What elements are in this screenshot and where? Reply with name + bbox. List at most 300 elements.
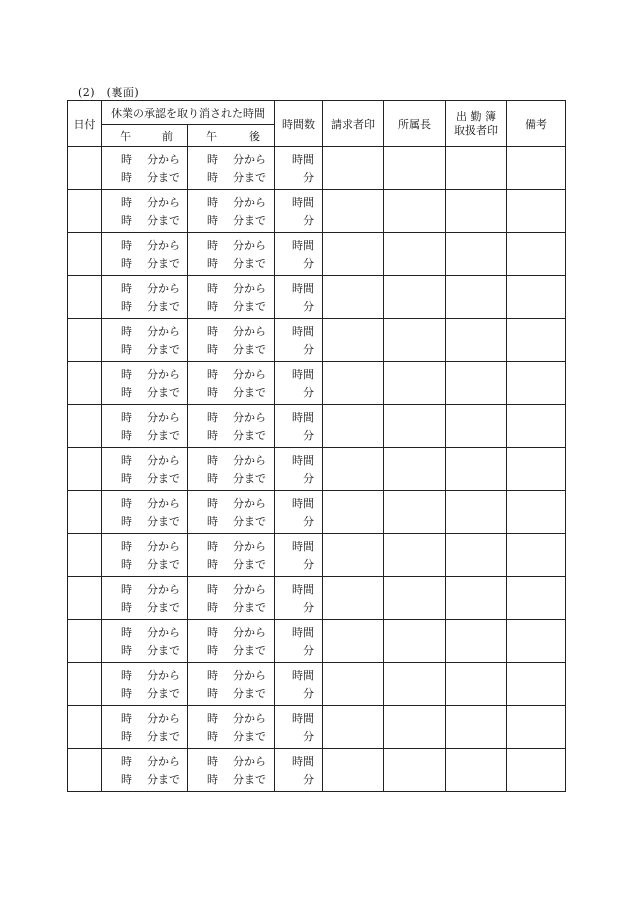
hour-label: 時	[121, 386, 132, 399]
from-label: 分から	[233, 626, 266, 639]
hours-unit: 時間	[292, 239, 314, 252]
hours-count-cell[interactable]	[275, 319, 323, 362]
until-label: 分まで	[233, 644, 266, 657]
hour-label: 時	[207, 644, 218, 657]
am-time-cell[interactable]	[102, 190, 188, 233]
am-time-cell[interactable]	[102, 663, 188, 706]
from-label: 分から	[233, 282, 266, 295]
requester-seal-cell[interactable]	[323, 448, 384, 491]
from-label: 分から	[233, 368, 266, 381]
hour-label: 時	[121, 282, 132, 295]
hours-count-cell[interactable]	[275, 663, 323, 706]
hours-count-cell[interactable]	[275, 706, 323, 749]
am-header-left: 午	[120, 129, 131, 143]
until-label: 分まで	[233, 343, 266, 356]
requester-seal-cell[interactable]	[323, 534, 384, 577]
hours-count-cell[interactable]	[275, 448, 323, 491]
requester-seal-cell[interactable]	[323, 147, 384, 190]
dept-head-cell[interactable]	[384, 749, 446, 792]
pm-time-cell[interactable]	[188, 276, 275, 319]
attendance-handler-cell[interactable]	[446, 620, 507, 663]
hour-label: 時	[121, 300, 132, 313]
attendance-handler-cell[interactable]	[446, 190, 507, 233]
minutes-unit: 分	[303, 257, 314, 270]
until-label: 分まで	[233, 214, 266, 227]
from-label: 分から	[233, 497, 266, 510]
hour-label: 時	[207, 669, 218, 682]
from-label: 分から	[233, 239, 266, 252]
remarks-cell[interactable]	[507, 491, 566, 534]
date-cell[interactable]	[68, 620, 102, 663]
dept-head-cell[interactable]	[384, 491, 446, 534]
remarks-cell[interactable]	[507, 620, 566, 663]
requester-seal-cell[interactable]	[323, 663, 384, 706]
pm-header-left: 午	[206, 129, 217, 143]
hours-count-cell[interactable]	[275, 233, 323, 276]
date-cell[interactable]	[68, 362, 102, 405]
table-row	[68, 405, 566, 448]
until-label: 分まで	[147, 472, 180, 485]
am-time-cell[interactable]	[102, 749, 188, 792]
am-time-cell[interactable]	[102, 706, 188, 749]
remarks-cell[interactable]	[507, 147, 566, 190]
from-label: 分から	[147, 282, 180, 295]
hour-label: 時	[121, 472, 132, 485]
hour-label: 時	[207, 325, 218, 338]
attendance-handler-cell[interactable]	[446, 233, 507, 276]
pm-time-cell[interactable]	[188, 362, 275, 405]
until-label: 分まで	[147, 343, 180, 356]
hour-label: 時	[121, 601, 132, 614]
from-label: 分から	[147, 626, 180, 639]
requester-seal-cell[interactable]	[323, 405, 384, 448]
table-row	[68, 534, 566, 577]
hour-label: 時	[121, 368, 132, 381]
hour-label: 時	[207, 558, 218, 571]
hours-unit: 時間	[292, 626, 314, 639]
attendance-handler-cell[interactable]	[446, 362, 507, 405]
table-row	[68, 491, 566, 534]
am-time-cell[interactable]	[102, 362, 188, 405]
until-label: 分まで	[147, 300, 180, 313]
hour-label: 時	[121, 171, 132, 184]
hours-unit: 時間	[292, 712, 314, 725]
table-row	[68, 276, 566, 319]
hour-label: 時	[121, 257, 132, 270]
hour-label: 時	[121, 454, 132, 467]
hour-label: 時	[121, 687, 132, 700]
hour-label: 時	[121, 196, 132, 209]
dept-head-cell[interactable]	[384, 362, 446, 405]
attendance-handler-cell[interactable]	[446, 706, 507, 749]
dept-head-cell[interactable]	[384, 147, 446, 190]
hour-label: 時	[207, 583, 218, 596]
from-label: 分から	[147, 583, 180, 596]
until-label: 分まで	[147, 687, 180, 700]
until-label: 分まで	[233, 386, 266, 399]
attendance-handler-cell[interactable]	[446, 405, 507, 448]
remarks-cell[interactable]	[507, 534, 566, 577]
am-time-cell[interactable]	[102, 491, 188, 534]
from-label: 分から	[233, 153, 266, 166]
hour-label: 時	[207, 239, 218, 252]
hours-unit: 時間	[292, 196, 314, 209]
hours-count-cell[interactable]	[275, 577, 323, 620]
date-cell[interactable]	[68, 319, 102, 362]
until-label: 分まで	[147, 386, 180, 399]
am-time-cell[interactable]	[102, 405, 188, 448]
until-label: 分まで	[147, 214, 180, 227]
until-label: 分まで	[233, 300, 266, 313]
until-label: 分まで	[233, 257, 266, 270]
hour-label: 時	[207, 712, 218, 725]
minutes-unit: 分	[303, 171, 314, 184]
remarks-cell[interactable]	[507, 319, 566, 362]
hour-label: 時	[207, 300, 218, 313]
am-time-cell[interactable]	[102, 448, 188, 491]
hour-label: 時	[121, 669, 132, 682]
requester-seal-cell[interactable]	[323, 706, 384, 749]
from-label: 分から	[233, 712, 266, 725]
minutes-unit: 分	[303, 386, 314, 399]
minutes-unit: 分	[303, 601, 314, 614]
hours-unit: 時間	[292, 540, 314, 553]
minutes-unit: 分	[303, 343, 314, 356]
hours-unit: 時間	[292, 368, 314, 381]
hour-label: 時	[121, 411, 132, 424]
hours-unit: 時間	[292, 282, 314, 295]
table-row	[68, 620, 566, 663]
from-label: 分から	[147, 325, 180, 338]
hour-label: 時	[207, 454, 218, 467]
hour-label: 時	[121, 325, 132, 338]
hours-count-cell[interactable]	[275, 534, 323, 577]
minutes-unit: 分	[303, 558, 314, 571]
requester-seal-cell[interactable]	[323, 577, 384, 620]
date-cell[interactable]	[68, 190, 102, 233]
remarks-cell[interactable]	[507, 276, 566, 319]
requester-seal-cell[interactable]	[323, 620, 384, 663]
form-section-heading: (2) (裏面)	[78, 86, 140, 99]
dept-head-cell[interactable]	[384, 620, 446, 663]
hours-count-cell[interactable]	[275, 362, 323, 405]
dept-head-cell[interactable]	[384, 534, 446, 577]
date-cell[interactable]	[68, 706, 102, 749]
pm-time-cell[interactable]	[188, 620, 275, 663]
hour-label: 時	[207, 368, 218, 381]
until-label: 分まで	[233, 601, 266, 614]
hours-count-cell[interactable]	[275, 491, 323, 534]
hour-label: 時	[121, 153, 132, 166]
attendance-header-line2: 取扱者印	[454, 123, 498, 137]
hour-label: 時	[207, 540, 218, 553]
leave-cancellation-table	[67, 100, 566, 792]
until-label: 分まで	[233, 730, 266, 743]
pm-time-cell[interactable]	[188, 405, 275, 448]
hour-label: 時	[207, 730, 218, 743]
pm-time-cell[interactable]	[188, 319, 275, 362]
table-row	[68, 749, 566, 792]
hour-label: 時	[121, 730, 132, 743]
am-time-cell[interactable]	[102, 233, 188, 276]
attendance-handler-cell[interactable]	[446, 534, 507, 577]
pm-time-cell[interactable]	[188, 233, 275, 276]
until-label: 分まで	[147, 429, 180, 442]
date-cell[interactable]	[68, 405, 102, 448]
date-cell[interactable]	[68, 534, 102, 577]
hour-label: 時	[121, 626, 132, 639]
hour-label: 時	[207, 214, 218, 227]
hour-label: 時	[207, 497, 218, 510]
requester-seal-cell[interactable]	[323, 749, 384, 792]
hour-label: 時	[207, 282, 218, 295]
from-label: 分から	[147, 454, 180, 467]
hours-count-cell[interactable]	[275, 749, 323, 792]
minutes-unit: 分	[303, 773, 314, 786]
from-label: 分から	[147, 411, 180, 424]
hours-unit: 時間	[292, 325, 314, 338]
until-label: 分まで	[147, 515, 180, 528]
attendance-handler-cell[interactable]	[446, 276, 507, 319]
from-label: 分から	[147, 153, 180, 166]
from-label: 分から	[147, 540, 180, 553]
hour-label: 時	[121, 429, 132, 442]
until-label: 分まで	[147, 773, 180, 786]
hour-label: 時	[121, 497, 132, 510]
pm-time-cell[interactable]	[188, 577, 275, 620]
hour-label: 時	[121, 755, 132, 768]
dept-head-cell[interactable]	[384, 319, 446, 362]
pm-header	[188, 125, 275, 147]
from-label: 分から	[233, 411, 266, 424]
hour-label: 時	[121, 583, 132, 596]
requester-seal-cell[interactable]	[323, 276, 384, 319]
table-row	[68, 663, 566, 706]
from-label: 分から	[147, 239, 180, 252]
hours-count-cell[interactable]	[275, 190, 323, 233]
am-header	[102, 125, 188, 147]
pm-time-cell[interactable]	[188, 190, 275, 233]
dept-head-cell[interactable]	[384, 405, 446, 448]
until-label: 分まで	[147, 171, 180, 184]
hours-unit: 時間	[292, 454, 314, 467]
date-cell[interactable]	[68, 276, 102, 319]
from-label: 分から	[147, 497, 180, 510]
am-header-right: 前	[162, 129, 173, 143]
hours-unit: 時間	[292, 411, 314, 424]
date-cell[interactable]	[68, 448, 102, 491]
table-row	[68, 233, 566, 276]
dept-head-cell[interactable]	[384, 448, 446, 491]
until-label: 分まで	[147, 730, 180, 743]
hour-label: 時	[207, 687, 218, 700]
table-row	[68, 448, 566, 491]
until-label: 分まで	[233, 773, 266, 786]
date-cell[interactable]	[68, 147, 102, 190]
remarks-cell[interactable]	[507, 663, 566, 706]
remarks-cell[interactable]	[507, 749, 566, 792]
until-label: 分まで	[147, 257, 180, 270]
attendance-handler-cell[interactable]	[446, 577, 507, 620]
until-label: 分まで	[233, 429, 266, 442]
pm-header-right: 後	[249, 129, 260, 143]
attendance-handler-cell[interactable]	[446, 663, 507, 706]
hour-label: 時	[207, 386, 218, 399]
am-time-cell[interactable]	[102, 620, 188, 663]
hour-label: 時	[121, 712, 132, 725]
remarks-header: 備考	[507, 101, 566, 147]
date-cell[interactable]	[68, 491, 102, 534]
remarks-cell[interactable]	[507, 405, 566, 448]
from-label: 分から	[233, 669, 266, 682]
hour-label: 時	[121, 644, 132, 657]
pm-time-cell[interactable]	[188, 448, 275, 491]
hour-label: 時	[207, 755, 218, 768]
remarks-cell[interactable]	[507, 190, 566, 233]
cancelled-time-header: 休業の承認を取り消された時間	[102, 101, 275, 125]
requester-seal-cell[interactable]	[323, 491, 384, 534]
hours-count-header: 時間数	[275, 101, 323, 147]
dept-head-cell[interactable]	[384, 663, 446, 706]
am-time-cell[interactable]	[102, 534, 188, 577]
minutes-unit: 分	[303, 730, 314, 743]
from-label: 分から	[147, 755, 180, 768]
date-cell[interactable]	[68, 577, 102, 620]
hour-label: 時	[207, 472, 218, 485]
hours-unit: 時間	[292, 497, 314, 510]
requester-seal-cell[interactable]	[323, 233, 384, 276]
pm-time-cell[interactable]	[188, 663, 275, 706]
hour-label: 時	[207, 601, 218, 614]
am-time-cell[interactable]	[102, 577, 188, 620]
from-label: 分から	[233, 583, 266, 596]
remarks-cell[interactable]	[507, 233, 566, 276]
hour-label: 時	[207, 343, 218, 356]
hours-count-cell[interactable]	[275, 405, 323, 448]
hours-unit: 時間	[292, 583, 314, 596]
until-label: 分まで	[147, 558, 180, 571]
am-time-cell[interactable]	[102, 319, 188, 362]
pm-time-cell[interactable]	[188, 491, 275, 534]
remarks-cell[interactable]	[507, 448, 566, 491]
from-label: 分から	[233, 755, 266, 768]
hours-count-cell[interactable]	[275, 147, 323, 190]
from-label: 分から	[233, 454, 266, 467]
requester-seal-cell[interactable]	[323, 319, 384, 362]
until-label: 分まで	[233, 472, 266, 485]
hours-count-cell[interactable]	[275, 276, 323, 319]
minutes-unit: 分	[303, 472, 314, 485]
date-cell[interactable]	[68, 233, 102, 276]
attendance-handler-cell[interactable]	[446, 147, 507, 190]
dept-head-cell[interactable]	[384, 706, 446, 749]
hour-label: 時	[207, 171, 218, 184]
until-label: 分まで	[147, 644, 180, 657]
until-label: 分まで	[233, 687, 266, 700]
attendance-handler-cell[interactable]	[446, 749, 507, 792]
hours-unit: 時間	[292, 153, 314, 166]
table-row	[68, 577, 566, 620]
minutes-unit: 分	[303, 429, 314, 442]
table-row	[68, 362, 566, 405]
from-label: 分から	[147, 712, 180, 725]
remarks-cell[interactable]	[507, 362, 566, 405]
hour-label: 時	[121, 773, 132, 786]
attendance-header-line1: 出 勤 簿	[456, 109, 496, 123]
am-time-cell[interactable]	[102, 276, 188, 319]
table-row	[68, 319, 566, 362]
dept-head-header: 所属長	[384, 101, 446, 147]
requester-seal-header: 請求者印	[323, 101, 384, 147]
am-time-cell[interactable]	[102, 147, 188, 190]
from-label: 分から	[233, 196, 266, 209]
minutes-unit: 分	[303, 687, 314, 700]
until-label: 分まで	[147, 601, 180, 614]
from-label: 分から	[233, 540, 266, 553]
pm-time-cell[interactable]	[188, 706, 275, 749]
attendance-handler-cell[interactable]	[446, 491, 507, 534]
hours-count-cell[interactable]	[275, 620, 323, 663]
requester-seal-cell[interactable]	[323, 190, 384, 233]
dept-head-cell[interactable]	[384, 577, 446, 620]
dept-head-cell[interactable]	[384, 276, 446, 319]
minutes-unit: 分	[303, 300, 314, 313]
requester-seal-cell[interactable]	[323, 362, 384, 405]
hour-label: 時	[207, 626, 218, 639]
until-label: 分まで	[233, 558, 266, 571]
date-cell[interactable]	[68, 749, 102, 792]
until-label: 分まで	[233, 171, 266, 184]
hour-label: 時	[121, 515, 132, 528]
attendance-handler-cell[interactable]	[446, 319, 507, 362]
hour-label: 時	[121, 540, 132, 553]
hours-unit: 時間	[292, 669, 314, 682]
table-body	[68, 147, 566, 792]
date-cell[interactable]	[68, 663, 102, 706]
minutes-unit: 分	[303, 515, 314, 528]
hour-label: 時	[207, 153, 218, 166]
from-label: 分から	[147, 368, 180, 381]
until-label: 分まで	[233, 515, 266, 528]
attendance-handler-cell[interactable]	[446, 448, 507, 491]
dept-head-cell[interactable]	[384, 190, 446, 233]
pm-time-cell[interactable]	[188, 534, 275, 577]
hour-label: 時	[121, 214, 132, 227]
hour-label: 時	[121, 239, 132, 252]
from-label: 分から	[147, 669, 180, 682]
date-header: 日付	[68, 101, 102, 147]
minutes-unit: 分	[303, 214, 314, 227]
pm-time-cell[interactable]	[188, 749, 275, 792]
hour-label: 時	[207, 257, 218, 270]
table-row	[68, 190, 566, 233]
pm-time-cell[interactable]	[188, 147, 275, 190]
from-label: 分から	[233, 325, 266, 338]
remarks-cell[interactable]	[507, 577, 566, 620]
hour-label: 時	[121, 343, 132, 356]
hour-label: 時	[207, 196, 218, 209]
remarks-cell[interactable]	[507, 706, 566, 749]
attendance-handler-header	[446, 101, 507, 147]
hours-unit: 時間	[292, 755, 314, 768]
hour-label: 時	[121, 558, 132, 571]
hour-label: 時	[207, 773, 218, 786]
dept-head-cell[interactable]	[384, 233, 446, 276]
hour-label: 時	[207, 429, 218, 442]
table-row	[68, 706, 566, 749]
from-label: 分から	[147, 196, 180, 209]
hour-label: 時	[207, 411, 218, 424]
